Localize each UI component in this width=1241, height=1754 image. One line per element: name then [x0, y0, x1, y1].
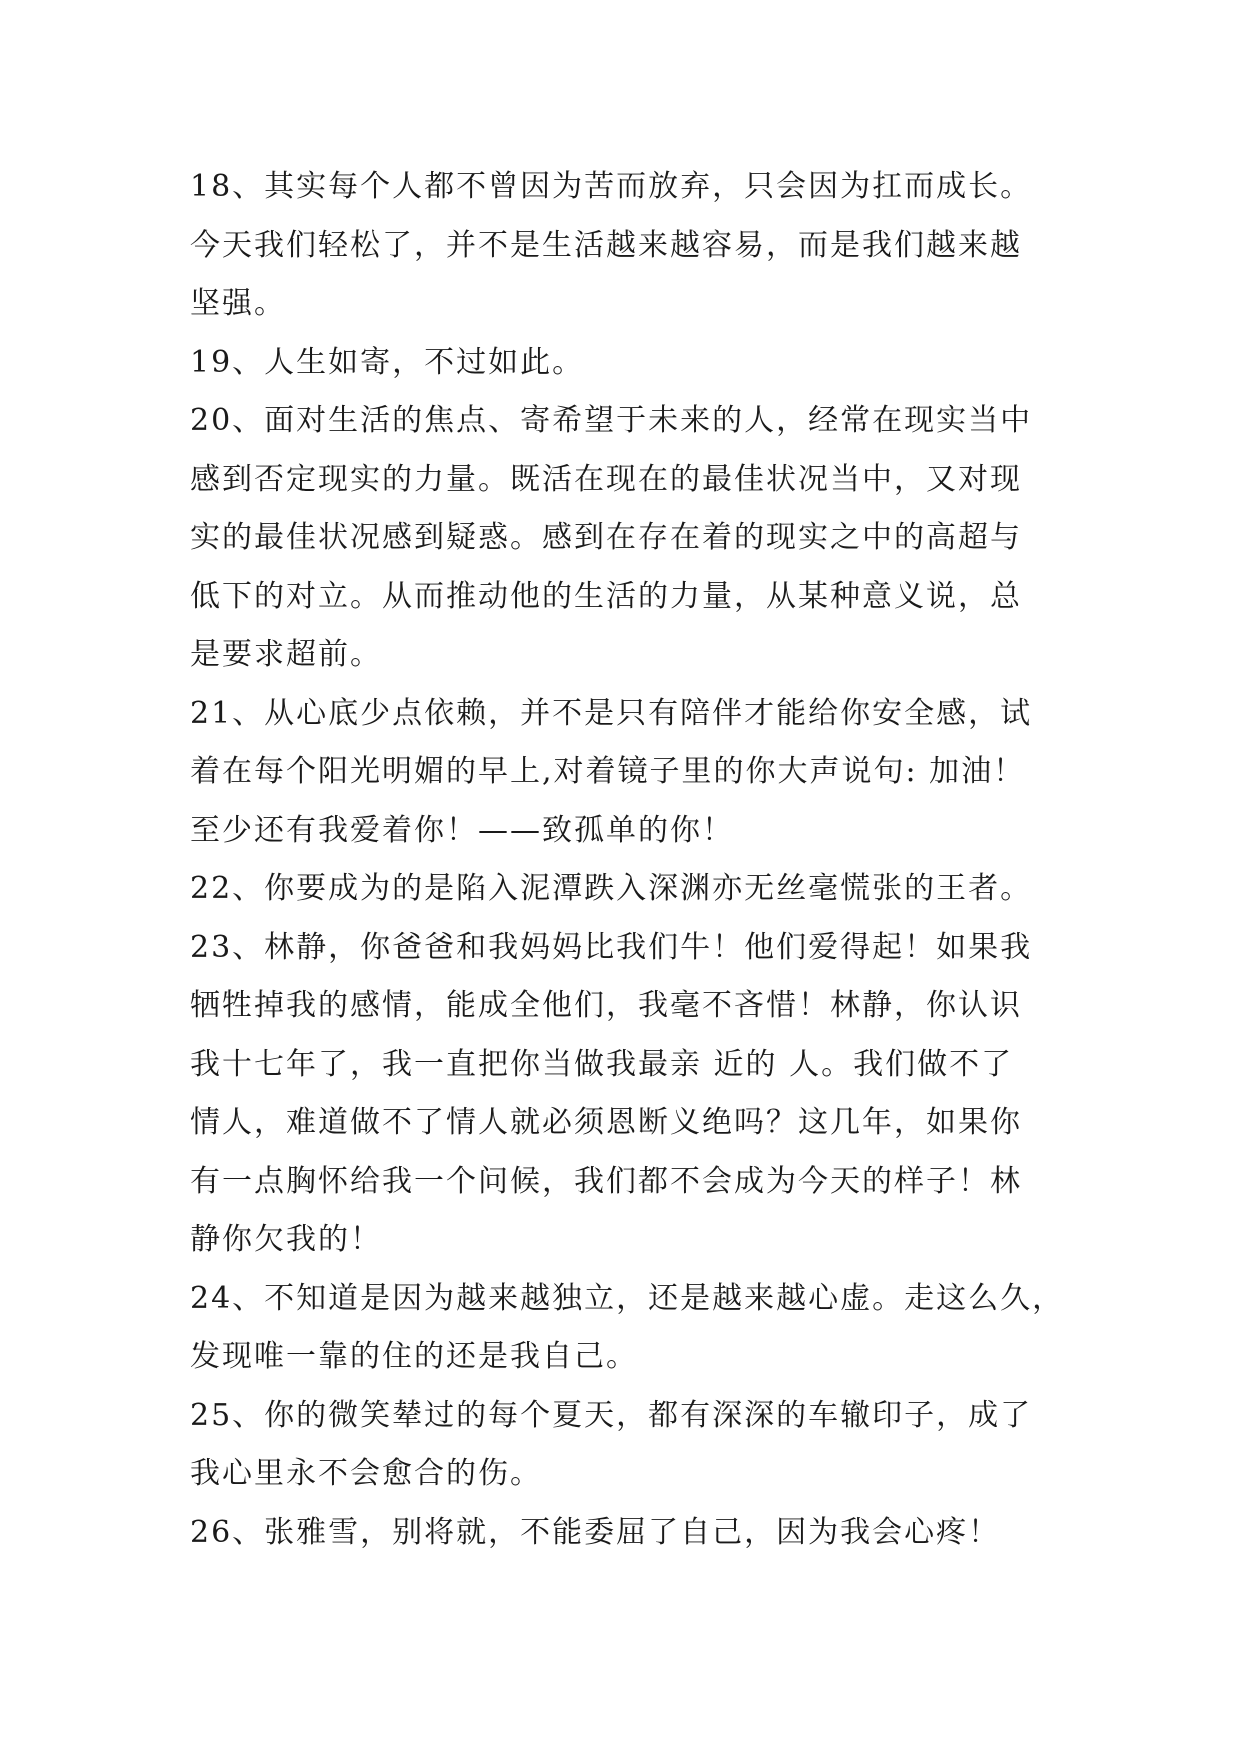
text-line: 至少还有我爱着你！——致孤单的你！: [190, 812, 734, 848]
text-line: 低下的对立。从而推动他的生活的力量，从某种意义说，总: [190, 578, 1022, 614]
text-line: 26、张雅雪，别将就，不能委屈了自己，因为我会心疼！: [190, 1514, 1001, 1550]
text-line: 是要求超前。: [190, 637, 382, 672]
text-line: 我十七年了，我一直把你当做我最亲 近的 人。我们做不了: [190, 1046, 1014, 1082]
text-line: 发现唯一靠的住的还是我自己。: [190, 1339, 638, 1374]
text-line: 情人，难道做不了情人就必须恩断义绝吗？这几年，如果你: [190, 1105, 1022, 1140]
text-line: 着在每个阳光明媚的早上,对着镜子里的你大声说句: 加油！: [190, 754, 1026, 789]
text-line: 坚强。: [190, 286, 286, 321]
text-line: 25、你的微笑辇过的每个夏天，都有深深的车辙印子，成了: [190, 1397, 1033, 1433]
text-line: 21、从心底少点依赖，并不是只有陪伴才能给你安全感，试: [190, 695, 1033, 731]
text-line: 今天我们轻松了，并不是生活越来越容易，而是我们越来越: [190, 227, 1022, 263]
text-line: 感到否定现实的力量。既活在现在的最佳状况当中，又对现: [190, 461, 1022, 497]
text-line: 我心里永不会愈合的伤。: [190, 1456, 542, 1491]
text-line: 实的最佳状况感到疑惑。感到在存在着的现实之中的高超与: [190, 520, 1022, 555]
text-line: 23、林静，你爸爸和我妈妈比我们牛！他们爱得起！如果我: [190, 929, 1033, 965]
text-line: 18、其实每个人都不曾因为苦而放弃，只会因为扛而成长。: [190, 169, 1033, 204]
text-line: 有一点胸怀给我一个问候，我们都不会成为今天的样子！林: [190, 1163, 1022, 1199]
text-line: 静你欠我的！: [190, 1222, 382, 1257]
text-line: 22、你要成为的是陷入泥潭跌入深渊亦无丝毫慌张的王者。: [190, 871, 1033, 906]
document-body: [190, 158, 1080, 1562]
text-line: 20、面对生活的焦点、寄希望于未来的人，经常在现实当中: [190, 403, 1033, 438]
text-line: 24、不知道是因为越来越独立，还是越来越心虚。走这么久，: [190, 1280, 1065, 1316]
text-line: 19、人生如寄，不过如此。: [190, 344, 585, 380]
text-line: 牺牲掉我的感情，能成全他们，我毫不吝惜！林静，你认识: [190, 988, 1022, 1023]
